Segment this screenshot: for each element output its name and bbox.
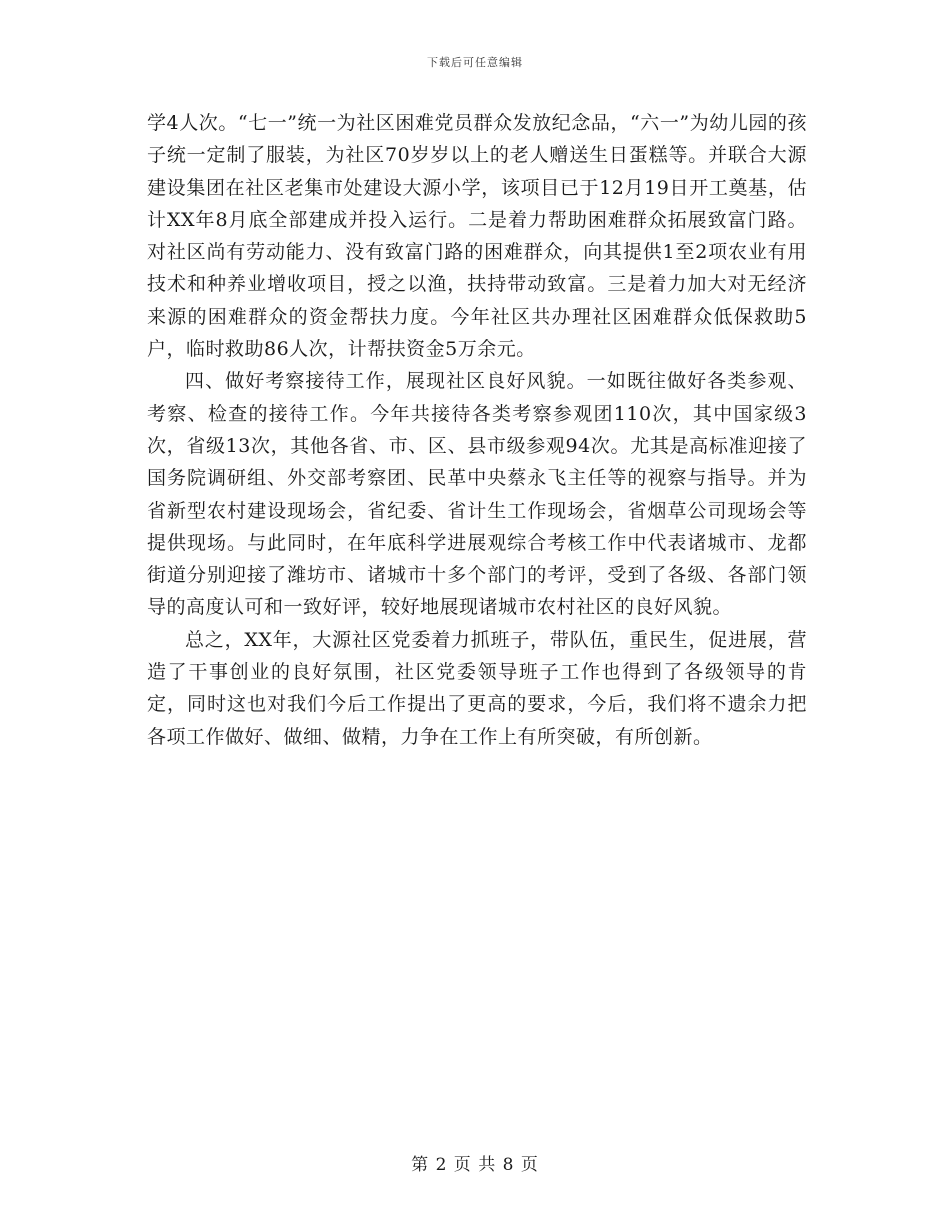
document-body bbox=[147, 107, 807, 753]
page-number-label: 第 2 页 共 8 页 bbox=[411, 1155, 539, 1175]
paragraph-summary: 总之，XX年，大源社区党委着力抓班子，带队伍，重民生，促进展，营造了干事创业的良好氛围，社区党委领导班子工作也得到了各级领导的肯定，同时这也对我们今后工作提出了更高的要求，今后，我们将不遗余力把各项工作做好、做细、做精，力争在工作上有所突破，有所创新。 bbox=[147, 628, 807, 748]
header-note: 下载后可任意编辑 bbox=[427, 56, 523, 69]
paragraph-reception-work: 四、做好考察接待工作，展现社区良好风貌。一如既往做好各类参观、考察、检查的接待工作。今年共接待各类考察参观团110次，其中国家级3次，省级13次，其他各省、市、区、县市级参观94次。尤其是高标准迎接了国务院调研组、外交部考察团、民革中央蔡永飞主任等的视察与指导。并为省新型农村建设现场会，省纪委、省计生工作现场会，省烟草公司现场会等提供现场。与此同时，在年底科学进展观综合考核工作中代表诸城市、龙都街道分别迎接了潍坊市、诸城市十多个部门的考评，受到了各级、各部门领导的高度认可和一致好评，较好地展现诸城市农村社区的良好风貌。 bbox=[147, 370, 807, 619]
page-footer bbox=[0, 1150, 950, 1175]
paragraph-continuation: 学4人次。“七一”统一为社区困难党员群众发放纪念品，“六一”为幼儿园的孩子统一定制了服装，为社区70岁岁以上的老人赠送生日蛋糕等。并联合大源建设集团在社区老集市处建设大源小学，该项目已于12月19日开工奠基，估计XX年8月底全部建成并投入运行。二是着力帮助困难群众拓展致富门路。对社区尚有劳动能力、没有致富门路的困难群众，向其提供1至2项农业有用技术和种养业增收项目，授之以渔，扶持带动致富。三是着力加大对无经济来源的困难群众的资金帮扶力度。今年社区共办理社区困难群众低保救助5户，临时救助86人次，计帮扶资金5万余元。 bbox=[147, 112, 807, 361]
